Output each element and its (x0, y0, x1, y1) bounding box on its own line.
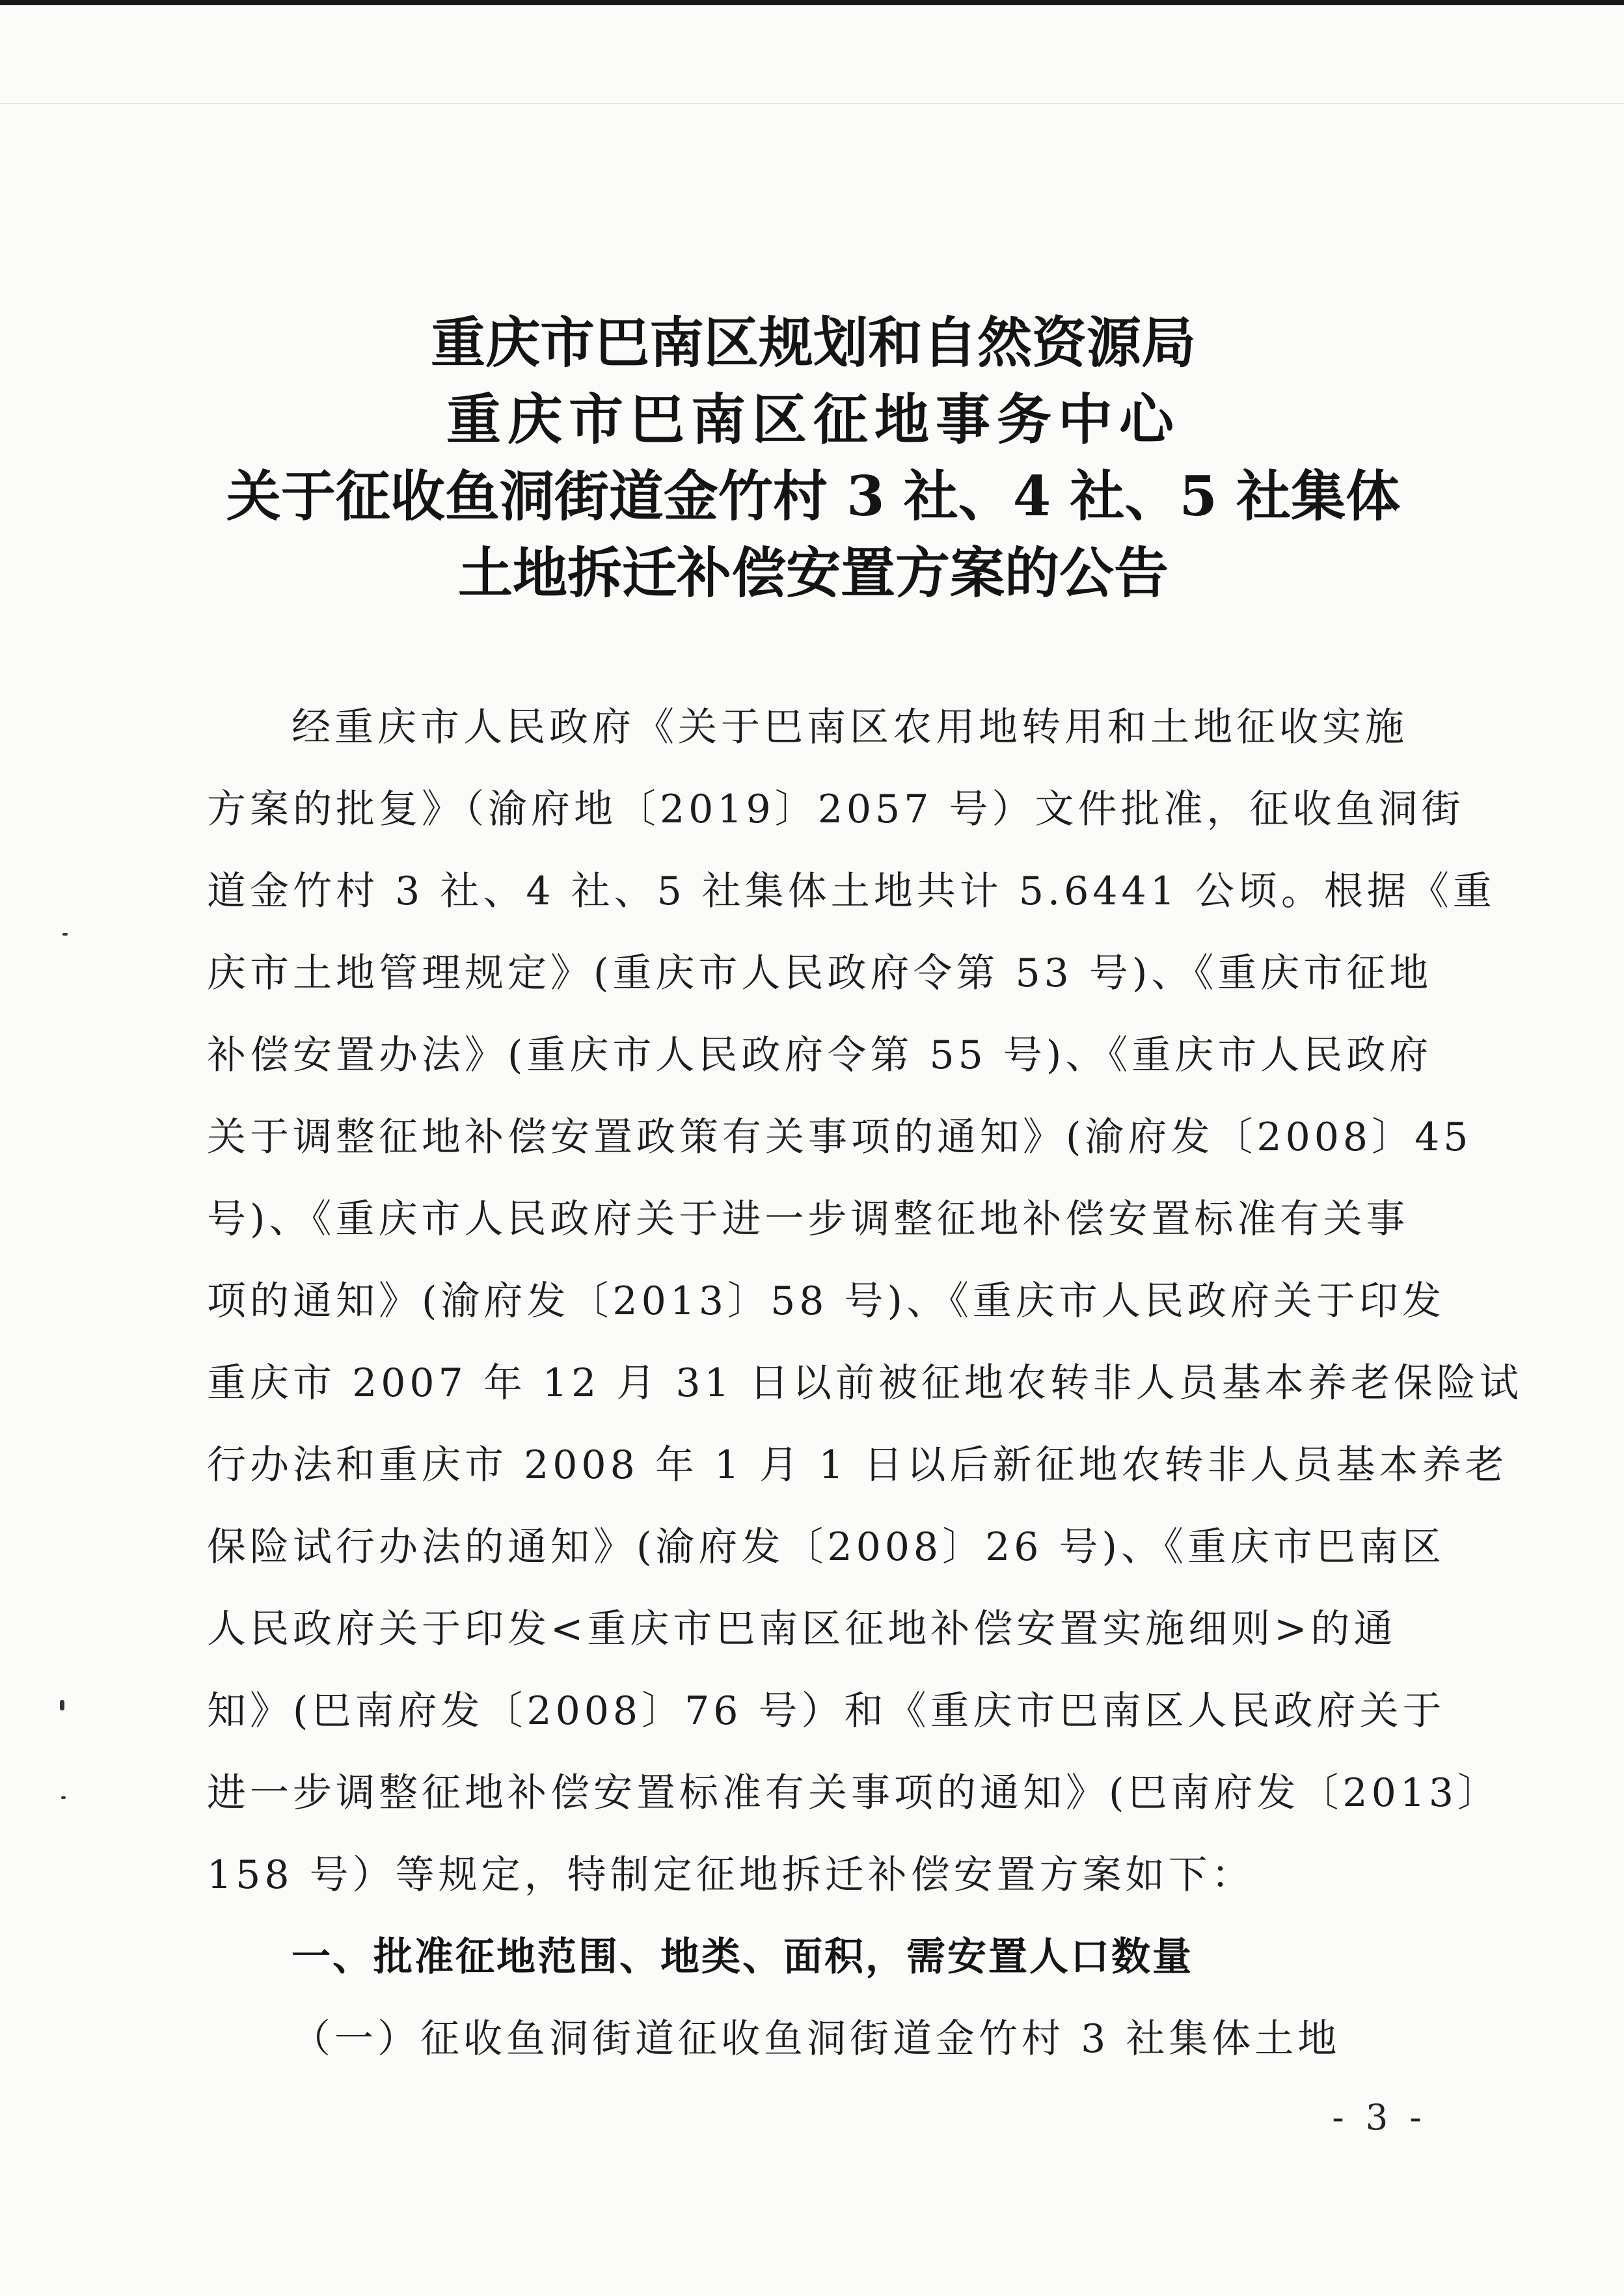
scan-speck (61, 1796, 66, 1799)
scan-speck (60, 1700, 64, 1710)
section-heading-1: 一、批准征地范围、地类、面积，需安置人口数量 (291, 1934, 1193, 1980)
title-line-3: 关于征收鱼洞街道金竹村 3 社、4 社、5 社集体 (226, 464, 1401, 528)
body-line: 知》(巴南府发〔2008〕76 号）和《重庆市巴南区人民政府关于 (207, 1688, 1446, 1734)
subsection-line: （一）征收鱼洞街道征收鱼洞街道金竹村 3 社集体土地 (291, 2016, 1341, 2062)
body-line: 道金竹村 3 社、4 社、5 社集体土地共计 5.6441 公顷。根据《重 (207, 869, 1496, 914)
body-line: 经重庆市人民政府《关于巴南区农用地转用和土地征收实施 (291, 705, 1408, 750)
body-line: 号)、《重庆市人民政府关于进一步调整征地补偿安置标准有关事 (207, 1196, 1409, 1242)
document-title (163, 304, 1464, 612)
title-line-1: 重庆市巴南区规划和自然资源局 (430, 310, 1196, 375)
scan-speck (62, 933, 68, 936)
page-number: - 3 - (1332, 2097, 1427, 2138)
body-line: 重庆市 2007 年 12 月 31 日以前被征地农转非人员基本养老保险试 (207, 1360, 1522, 1406)
document-body (207, 686, 1522, 2080)
scan-rule (0, 103, 1624, 104)
body-line: 项的通知》(渝府发〔2013〕58 号)、《重庆市人民政府关于印发 (207, 1278, 1445, 1324)
body-line: 158 号）等规定，特制定征地拆迁补偿安置方案如下： (207, 1852, 1254, 1898)
body-line: 行办法和重庆市 2008 年 1 月 1 日以后新征地农转非人员基本养老 (207, 1442, 1508, 1488)
title-line-4: 土地拆迁补偿安置方案的公告 (457, 541, 1169, 605)
body-line: 补偿安置办法》(重庆市人民政府令第 55 号)、《重庆市人民政府 (207, 1033, 1433, 1078)
body-line: 人民政府关于印发<重庆市巴南区征地补偿安置实施细则>的通 (207, 1606, 1397, 1652)
body-line: 关于调整征地补偿安置政策有关事项的通知》(渝府发〔2008〕45 (207, 1114, 1472, 1160)
body-line: 庆市土地管理规定》(重庆市人民政府令第 53 号)、《重庆市征地 (207, 951, 1433, 996)
body-line: 方案的批复》（渝府地〔2019〕2057 号）文件批准，征收鱼洞街 (207, 787, 1465, 832)
body-line: 保险试行办法的通知》(渝府发〔2008〕26 号)、《重庆市巴南区 (207, 1524, 1445, 1570)
title-line-2: 重庆市巴南区征地事务中心 (446, 387, 1180, 452)
body-line: 进一步调整征地补偿安置标准有关事项的通知》(巴南府发〔2013〕 (207, 1770, 1501, 1816)
